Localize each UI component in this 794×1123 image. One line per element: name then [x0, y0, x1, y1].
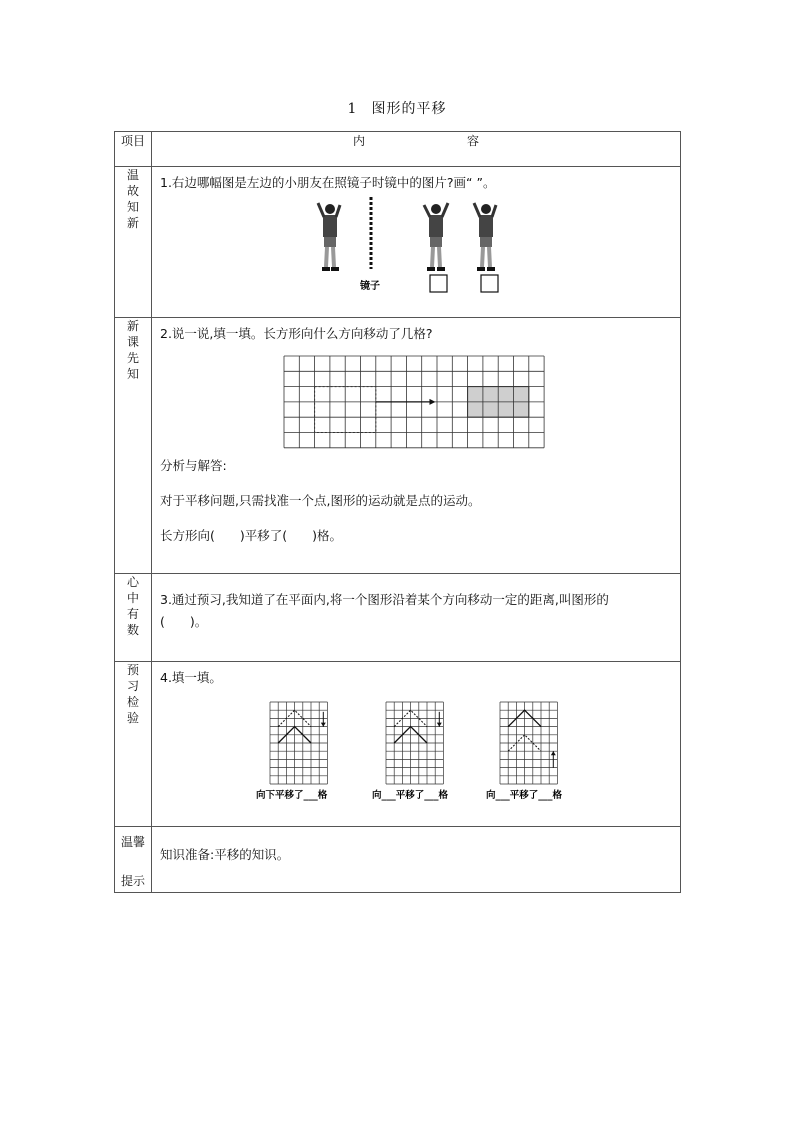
child-figure-original [318, 203, 340, 269]
rectangle-grid-figure [152, 344, 683, 454]
worksheet-table [114, 131, 681, 893]
answer-box-b[interactable] [481, 275, 498, 292]
section-label: 新课先知 [126, 319, 139, 381]
page-title [0, 98, 794, 118]
move-arrowhead [429, 399, 435, 405]
section-label: 心中有数 [126, 575, 139, 637]
section-new-lesson [115, 318, 681, 574]
direction-arrowhead [437, 723, 442, 727]
caption-1: 向下平移了___格 [256, 790, 328, 801]
mirror-label: 镜子 [360, 281, 380, 292]
direction-arrowhead [321, 723, 326, 727]
section-review [115, 167, 681, 318]
title-text: 图形的平移 [371, 101, 447, 117]
section-label: 温故知新 [126, 168, 139, 230]
tips-label-2: 提示 [120, 874, 145, 888]
direction-arrowhead [551, 751, 556, 755]
section-label: 预习检验 [126, 663, 139, 725]
small-grid-2 [386, 702, 443, 784]
mirror-figure [152, 193, 683, 303]
grid-17x6 [284, 356, 544, 448]
question-3-line-1: 3.通过预习,我知道了在平面内,将一个图形沿着某个方向移动一定的距离,叫图形的 [160, 592, 609, 607]
section-summary [115, 574, 681, 662]
header-item: 项目 [115, 132, 152, 167]
answer-line-2[interactable]: 长方形向( )平移了( )格。 [160, 528, 343, 543]
caption-2: 向___平移了___格 [372, 790, 449, 801]
child-figure-option-a [424, 203, 448, 269]
tips-label-1: 温馨 [120, 835, 145, 849]
section-check [115, 662, 681, 827]
title-number: 1 [347, 101, 358, 117]
answer-box-a[interactable] [430, 275, 447, 292]
child-figure-option-b [474, 203, 496, 269]
header-content: 内 容 [152, 132, 681, 167]
caption-3: 向___平移了___格 [486, 790, 563, 801]
analysis-text: 对于平移问题,只需找准一个点,图形的运动就是点的运动。 [160, 493, 481, 508]
table-header-row [115, 132, 681, 167]
tips-text: 知识准备:平移的知识。 [160, 847, 290, 862]
analysis-title: 分析与解答: [160, 458, 227, 473]
question-2: 2.说一说,填一填。长方形向什么方向移动了几格? [160, 326, 433, 341]
question-1: 1.右边哪幅图是左边的小朋友在照镜子时镜中的图片?画“ ”。 [160, 175, 496, 190]
small-grid-3 [500, 702, 557, 784]
section-tips [115, 827, 681, 893]
question-4: 4.填一填。 [160, 670, 222, 685]
fill-in-figures [152, 696, 683, 808]
small-grid-1 [270, 702, 327, 784]
question-3-line-2[interactable]: ( )。 [160, 614, 208, 629]
